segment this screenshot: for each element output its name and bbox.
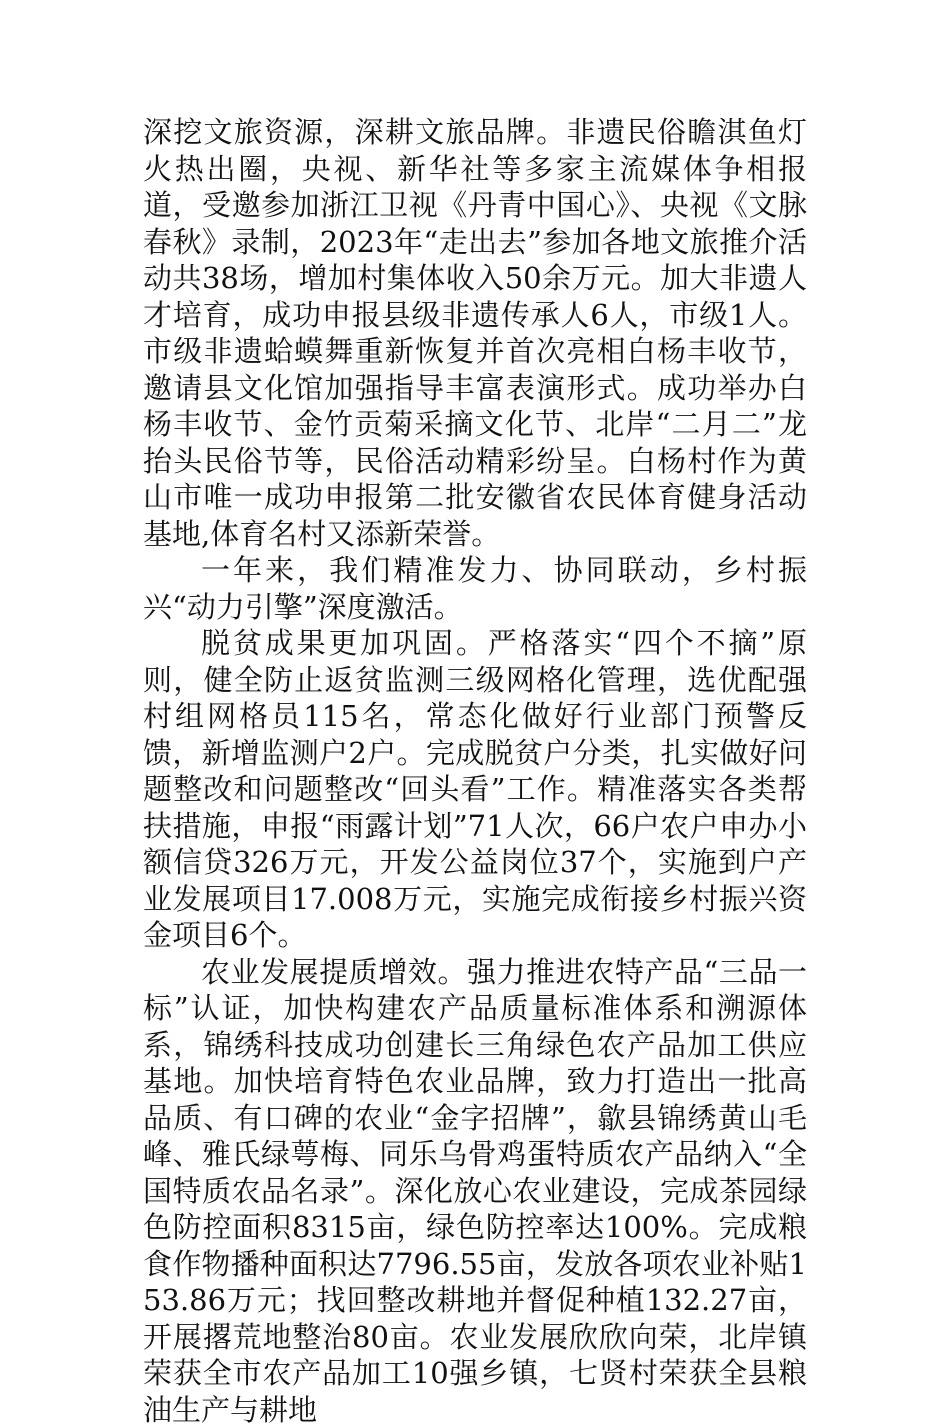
document-body <box>143 114 807 1428</box>
paragraph-culture-tourism: 深挖文旅资源，深耕文旅品牌。非遗民俗瞻淇鱼灯火热出圈，央视、新华社等多家主流媒体争相报道，受邀参加浙江卫视《丹青中国心》、央视《文脉春秋》录制，2023年“走出去”参加各地文旅推介活动共38场，增加村集体收入50余万元。加大非遗人才培育，成功申报县级非遗传承人6人，市级1人。市级非遗蛤蟆舞重新恢复并首次亮相白杨丰收节，邀请县文化馆加强指导丰富表演形式。成功举办白杨丰收节、金竹贡菊采摘文化节、北岸“二月二”龙抬头民俗节等，民俗活动精彩纷呈。白杨村作为黄山市唯一成功申报第二批安徽省农民体育健身活动基地,体育名村又添新荣誉。 <box>143 114 807 552</box>
paragraph-agriculture-development: 农业发展提质增效。强力推进农特产品“三品一标”认证，加快构建农产品质量标准体系和溯源体系，锦绣科技成功创建长三角绿色农产品加工供应基地。加快培育特色农业品牌，致力打造出一批高品质、有口碑的农业“金字招牌”，歙县锦绣黄山毛峰、雅氏绿萼梅、同乐乌骨鸡蛋特质农产品纳入“全国特质农品名录”。深化放心农业建设，完成茶园绿色防控面积8315亩，绿色防控率达100%。完成粮食作物播种面积达7796.55亩，发放各项农业补贴153.86万元；找回整改耕地并督促种植132.27亩，开展撂荒地整治80亩。农业发展欣欣向荣，北岸镇荣获全市农产品加工10强乡镇，七贤村荣获全县粮油生产与耕地 <box>143 954 807 1428</box>
paragraph-rural-revitalization-intro: 一年来，我们精准发力、协同联动，乡村振兴“动力引擎”深度激活。 <box>143 552 807 625</box>
paragraph-poverty-alleviation: 脱贫成果更加巩固。严格落实“四个不摘”原则，健全防止返贫监测三级网格化管理，选优配强村组网格员115名，常态化做好行业部门预警反馈，新增监测户2户。完成脱贫户分类，扎实做好问题整改和问题整改“回头看”工作。精准落实各类帮扶措施，申报“雨露计划”71人次，66户农户申办小额信贷326万元，开发公益岗位37个，实施到户产业发展项目17.008万元，实施完成衔接乡村振兴资金项目6个。 <box>143 625 807 954</box>
